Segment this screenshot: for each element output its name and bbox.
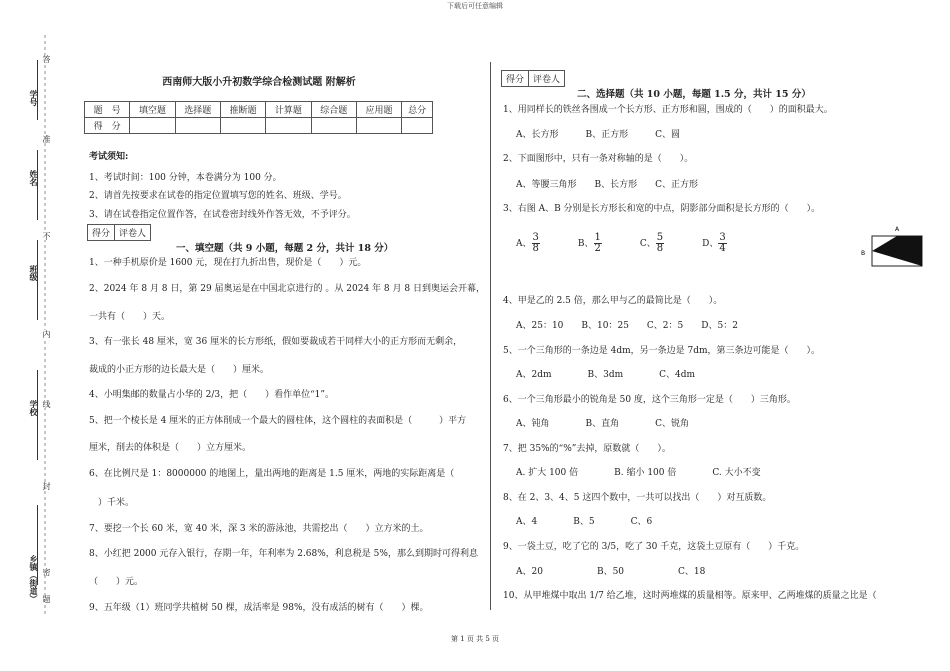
option-line[interactable]: A、钝角 B、直角 C、锐角 — [516, 419, 690, 429]
score-input[interactable] — [356, 118, 401, 134]
table-cell: 总分 — [402, 102, 433, 118]
option-line[interactable]: A、2dm B、3dm C、4dm — [516, 370, 696, 380]
seal-char: 不 — [42, 232, 51, 240]
question-line: 5、把一个棱长是 4 厘米的正方体削成一个最大的圆柱体，这个圆柱的表面积是（ ）平方 — [89, 416, 467, 426]
rectangle-figure — [858, 222, 928, 272]
margin-label-student-id: 学号 — [29, 90, 39, 106]
option-a[interactable]: A、 $\frac{3}{8}$ — [516, 232, 539, 254]
question-line: 1、一种手机原价是 1600 元，现在打九折出售，现价是（ ）元。 — [89, 258, 367, 268]
notice-item: 1、考试时间：100 分钟，本卷满分为 100 分。 — [89, 173, 282, 183]
page-footer: 第 1 页 共 5 页 — [450, 635, 500, 643]
grader-score-label: 得分 — [506, 75, 525, 85]
option-c[interactable]: C、 $\frac{5}{8}$ — [639, 232, 664, 254]
seal-char: 答 — [42, 55, 51, 63]
option-line[interactable]: A、长方形 B、正方形 C、圆 — [516, 130, 681, 140]
option-line[interactable]: A. 扩大 100 倍 B. 缩小 100 倍 C. 大小不变 — [516, 468, 761, 478]
grader-box — [87, 224, 151, 241]
question-line: 6、一个三角形最小的锐角是 50 度，这个三角形一定是（ ）三角形。 — [503, 395, 796, 405]
margin-label-township: 乡镇（街道） — [29, 555, 39, 603]
score-table-header — [85, 102, 433, 118]
notice-title: 考试须知: — [89, 152, 129, 162]
question-line: 3、有一张长 48 厘米，宽 36 厘米的长方形纸，假如要裁成若干同样大小的正方形而无剩余， — [89, 337, 463, 347]
grader-score-label: 得分 — [92, 229, 111, 239]
score-input[interactable] — [266, 118, 311, 134]
question-line: 2、下面图形中，只有一条对称轴的是（ ）。 — [503, 154, 694, 164]
question-line: （ ）元。 — [89, 577, 144, 587]
question-line: 2、2024 年 8 月 8 日，第 29 届奥运是在中国北京进行的 。从 2024 年 8 月 8 日到奥运会开幕， — [89, 284, 485, 294]
score-input[interactable] — [130, 118, 175, 134]
seal-char: 准 — [42, 135, 51, 143]
score-input[interactable] — [311, 118, 356, 134]
question-line: 4、小明集邮的数量占小华的 2/3，把（ ）看作单位“1”。 — [89, 390, 335, 400]
table-cell: 推断题 — [220, 102, 265, 118]
point-b-label: B — [861, 250, 866, 257]
name-field[interactable] — [37, 150, 38, 220]
section-title-choice: 二、选择题（共 10 小题，每题 1.5 分，共计 15 分） — [577, 89, 811, 100]
question-line: 6、在比例尺是 1：8000000 的地图上，量出两地的距离是 1.5 厘米，两地的实际距离是（ — [89, 469, 455, 479]
question-line: 9、五年级（1）班同学共植树 50 棵，成活率是 98%，没有成活的树有（ ）棵。 — [89, 603, 429, 613]
table-cell: 选择题 — [175, 102, 220, 118]
township-field[interactable] — [37, 505, 38, 585]
school-field[interactable] — [37, 370, 38, 460]
point-a-label: A — [895, 226, 900, 233]
grader-box — [501, 70, 565, 87]
column-divider — [490, 62, 491, 610]
question-line: 10、从甲堆煤中取出 1/7 给乙堆，这时两堆煤的质量相等。原来甲、乙两堆煤的质量之比是（ — [503, 591, 877, 601]
question-line: 5、一个三角形的一条边是 4dm，另一条边是 7dm，第三条边可能是（ ）。 — [503, 346, 820, 356]
table-cell: 应用题 — [356, 102, 401, 118]
score-input[interactable] — [175, 118, 220, 134]
section-title-fill-blank: 一、填空题（共 9 小题，每题 2 分，共计 18 分） — [176, 243, 394, 254]
table-cell: 题 号 — [85, 102, 130, 118]
option-d[interactable]: D、 $\frac{3}{4}$ — [702, 232, 726, 254]
question-line: 一共有（ ）天。 — [89, 312, 171, 322]
grader-name-label: 评卷人 — [114, 225, 150, 240]
margin-label-name: 姓名 — [29, 170, 39, 186]
student-id-field[interactable] — [37, 60, 38, 120]
question-line: 4、甲是乙的 2.5 倍，那么甲与乙的最简比是（ ）。 — [503, 296, 723, 306]
grader-name-label: 评卷人 — [528, 71, 564, 86]
table-cell: 得 分 — [85, 118, 130, 134]
score-table-row — [85, 118, 433, 134]
header-note: 下载后可任意编辑 — [447, 2, 503, 10]
option-b[interactable]: B、 $\frac{1}{2}$ — [577, 232, 601, 254]
option-line[interactable]: A、20 B、50 C、18 — [516, 567, 706, 577]
notice-item: 2、请首先按要求在试卷的指定位置填写您的姓名、班级、学号。 — [89, 191, 347, 201]
question-line: 裁成的小正方形的边长最大是（ ）厘米。 — [89, 365, 270, 375]
table-cell: 综合题 — [311, 102, 356, 118]
question-line: 1、用同样长的铁丝各围成一个长方形、正方形和圆，围成的（ ）的面积最大。 — [503, 105, 833, 115]
score-table — [84, 101, 433, 134]
option-line[interactable]: A、4 B、5 C、6 — [516, 517, 653, 527]
seal-char: 封 — [42, 482, 51, 490]
option-line[interactable]: A、25：10 B、10：25 C、2：5 D、5：2 — [516, 321, 738, 331]
seal-char: 密 — [42, 568, 51, 576]
seal-char: 题 — [42, 595, 51, 603]
binding-dashed-line — [40, 35, 50, 615]
notice-item: 3、请在试卷指定位置作答，在试卷密封线外作答无效，不予评分。 — [89, 210, 356, 220]
q3-options — [516, 233, 727, 254]
table-cell: 填空题 — [130, 102, 175, 118]
seal-char: 内 — [42, 330, 51, 338]
question-line: ）千米。 — [89, 498, 135, 508]
question-line: 8、在 2、3、4、5 这四个数中，一共可以找出（ ）对互质数。 — [503, 493, 772, 503]
seal-char: 线 — [42, 400, 51, 408]
table-cell: 计算题 — [266, 102, 311, 118]
page-title: 西南师大版小升初数学综合检测试题 附解析 — [162, 77, 356, 88]
margin-label-class: 班级 — [29, 265, 39, 281]
class-field[interactable] — [37, 240, 38, 320]
question-line: 7、要挖一个长 60 米，宽 40 米，深 3 米的游泳池，共需挖出（ ）立方米的土。 — [89, 524, 429, 534]
score-input[interactable] — [402, 118, 433, 134]
question-line: 9、一袋土豆，吃了它的 3/5，吃了 30 千克，这袋土豆原有（ ）千克。 — [503, 542, 805, 552]
question-line: 7、把 35%的“%”去掉，原数就（ ）。 — [503, 444, 671, 454]
question-line: 8、小红把 2000 元存入银行，存期一年，年利率为 2.68%，利息税是 5%，那么到期时可得利息 — [89, 549, 478, 559]
option-line[interactable]: A、等腰三角形 B、长方形 C、正方形 — [516, 180, 699, 190]
question-line: 厘米，削去的体积是（ ）立方厘米。 — [89, 443, 252, 453]
question-line: 3、右图 A、B 分别是长方形长和宽的中点，阴影部分面积是长方形的（ ）。 — [503, 204, 821, 214]
margin-label-school: 学校 — [29, 400, 39, 416]
score-input[interactable] — [220, 118, 265, 134]
